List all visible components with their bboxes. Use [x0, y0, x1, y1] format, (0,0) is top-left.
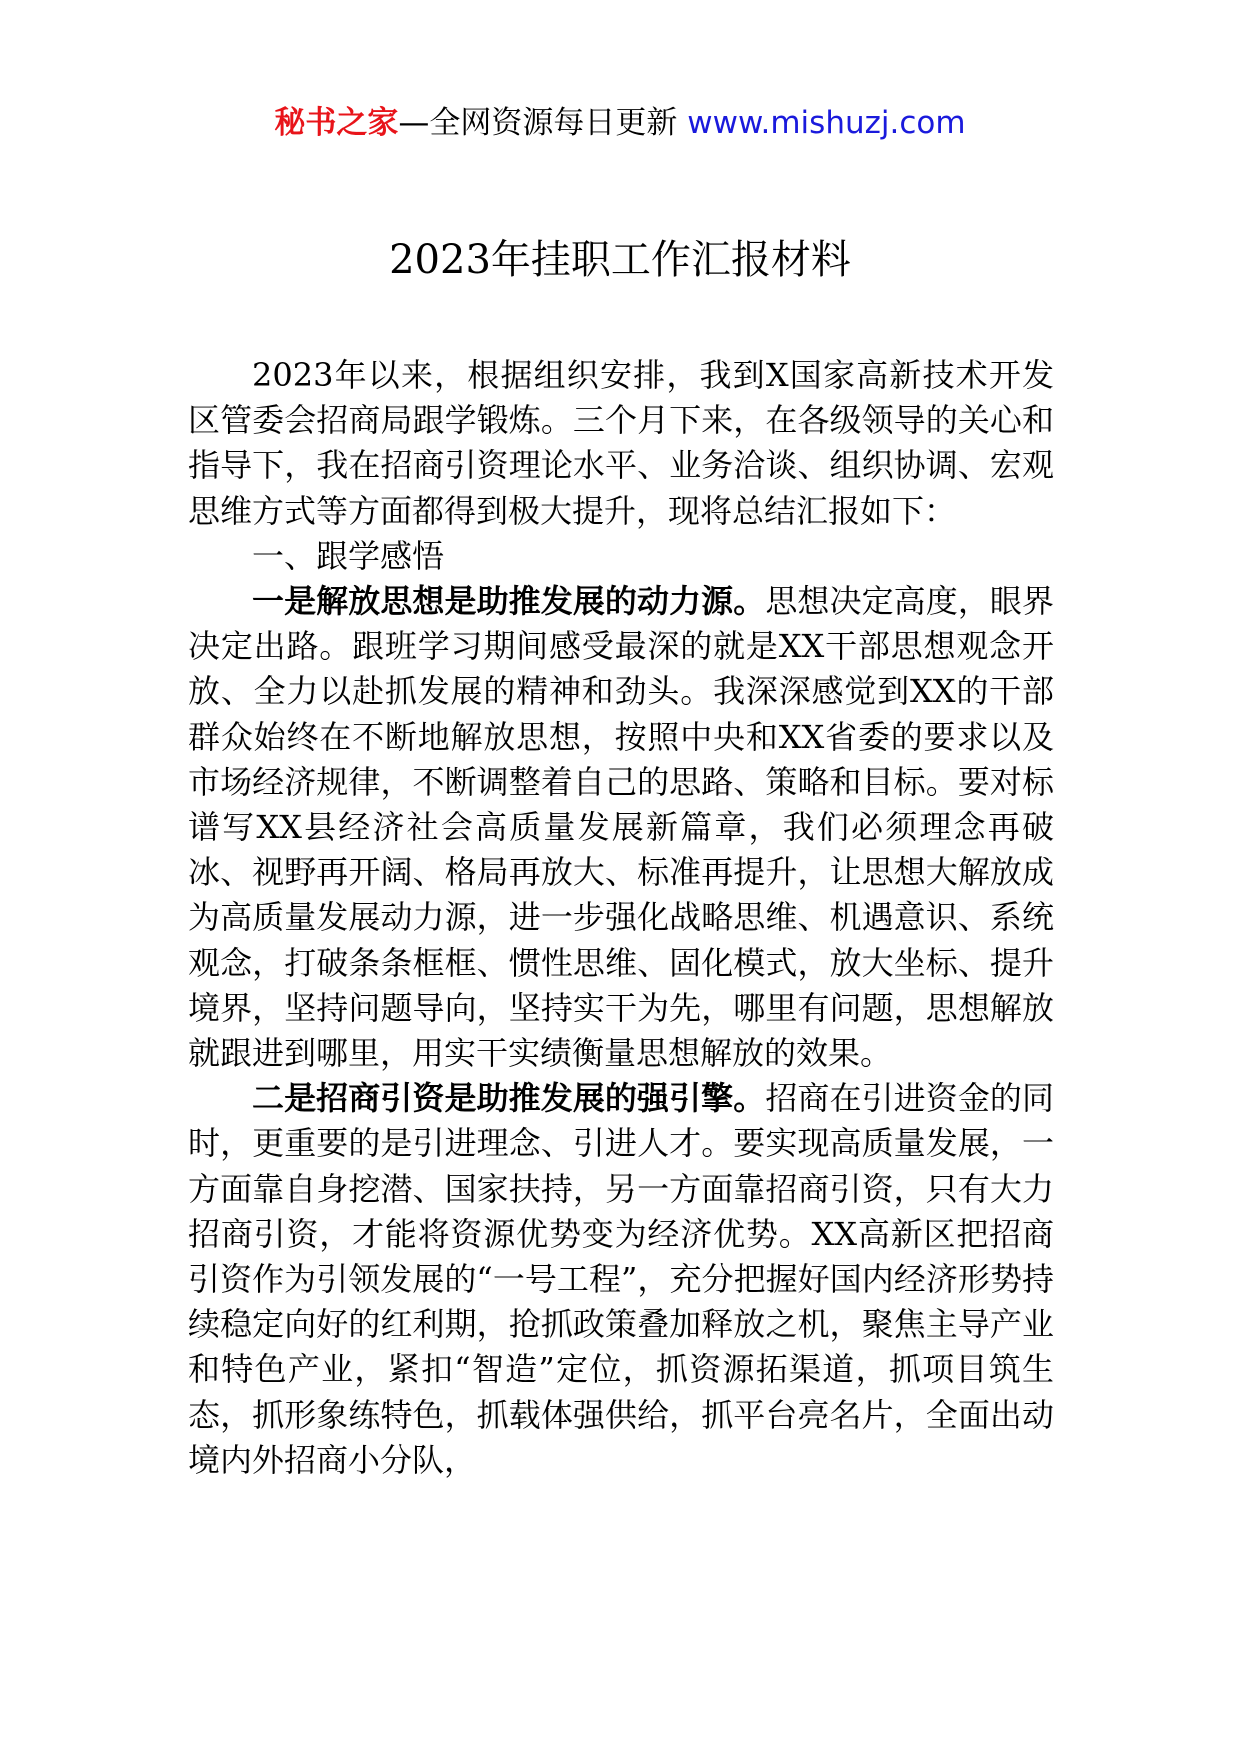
point-1-paragraph [188, 579, 1054, 1076]
point-2-paragraph [188, 1076, 1054, 1483]
point-1-lead: 一是解放思想是助推发展的动力源。 [252, 582, 766, 621]
site-header [0, 98, 1240, 148]
section-heading: 一、跟学感悟 [252, 536, 445, 575]
site-name: 秘书之家 [274, 105, 399, 141]
point-2-lead: 二是招商引资是助推发展的强引擎。 [252, 1079, 766, 1118]
site-tagline: —全网资源每日更新 [398, 105, 688, 141]
site-url-link[interactable]: www.mishuzj.com [687, 105, 966, 141]
document-body [188, 353, 1054, 1483]
point-1-text: 思想决定高度，眼界决定出路。跟班学习期间感受最深的就是XX干部思想观念开放、全力以赴抓发展的精神和劲头。我深深感觉到XX的干部群众始终在不断地解放思想，按照中央和XX省委的要求以及市场经济规律，不断调整着自己的思路、策略和目标。要对标谱写XX县经济社会高质量发展新篇章，我们必须理念再破冰、视野再开阔、格局再放大、标准再提升，让思想大解放成为高质量发展动力源，进一步强化战略思维、机遇意识、系统观念，打破条条框框、惯性思维、固化模式，放大坐标、提升境界，坚持问题导向，坚持实干为先，哪里有问题，思想解放就跟进到哪里，用实干实绩衡量思想解放的效果。 [188, 582, 1054, 1073]
intro-paragraph: 2023年以来，根据组织安排，我到X国家高新技术开发区管委会招商局跟学锻炼。三个月下来，在各级领导的关心和指导下，我在招商引资理论水平、业务洽谈、组织协调、宏观思维方式等方面都得到极大提升，现将总结汇报如下： [188, 356, 1054, 530]
point-2-text: 招商在引进资金的同时，更重要的是引进理念、引进人才。要实现高质量发展，一方面靠自身挖潜、国家扶持，另一方面靠招商引资，只有大力招商引资，才能将资源优势变为经济优势。XX高新区把招商引资作为引领发展的“一号工程”，充分把握好国内经济形势持续稳定向好的红利期，抢抓政策叠加释放之机，聚焦主导产业和特色产业，紧扣“智造”定位，抓资源拓渠道，抓项目筑生态，抓形象练特色，抓载体强供给，抓平台亮名片，全面出动境内外招商小分队， [188, 1079, 1054, 1479]
document-title: 2023年挂职工作汇报材料 [389, 237, 851, 283]
